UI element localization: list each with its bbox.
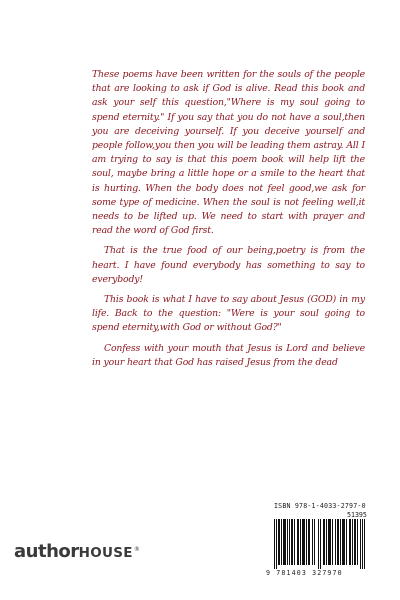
price-addon-number: 51395 — [347, 511, 367, 519]
paragraph-3: This book is what I have to say about Jesus (GOD) in my life. Back to the question: "Were is your soul going to spend eternity,with God or without God?" — [92, 294, 365, 334]
paragraph-2: That is the true food of our being,poetry is from the heart. I have found everybody has something to say to everybody! — [92, 245, 365, 285]
back-cover-text — [92, 68, 365, 376]
paragraph-1: These poems have been written for the souls of the people that are looking to ask if God is alive. Read this book and ask your self this question,"Where is my soul going to spend eternity." If you say that you do not have a soul,then you are deceiving yourself. If you deceive yourself and people follow,you then you will be leading them astray. All I am trying to say is that this poem book will help lift the soul, maybe bring a little hope or a smile to the heart that is hurting. When the body does not feel good,we ask for some type of medicine. When the soul is not feeling well,it needs to be lifted up. We need to start with prayer and read the word of God first. — [92, 69, 365, 237]
paragraph-4: Confess with your mouth that Jesus is Lord and believe in your heart that God has raised Jesus from the dead — [92, 342, 365, 368]
logo-house-text: HOUSE — [78, 545, 133, 561]
isbn-label: ISBN 978-1-4033-2797-0 — [274, 502, 366, 510]
registered-mark: ® — [133, 545, 140, 553]
authorhouse-logo — [14, 541, 140, 562]
barcode-digits: 9 781403 327970 — [266, 569, 343, 577]
isbn-barcode-block — [262, 497, 378, 583]
logo-author-text: author — [14, 541, 79, 562]
barcode-icon — [274, 519, 366, 569]
